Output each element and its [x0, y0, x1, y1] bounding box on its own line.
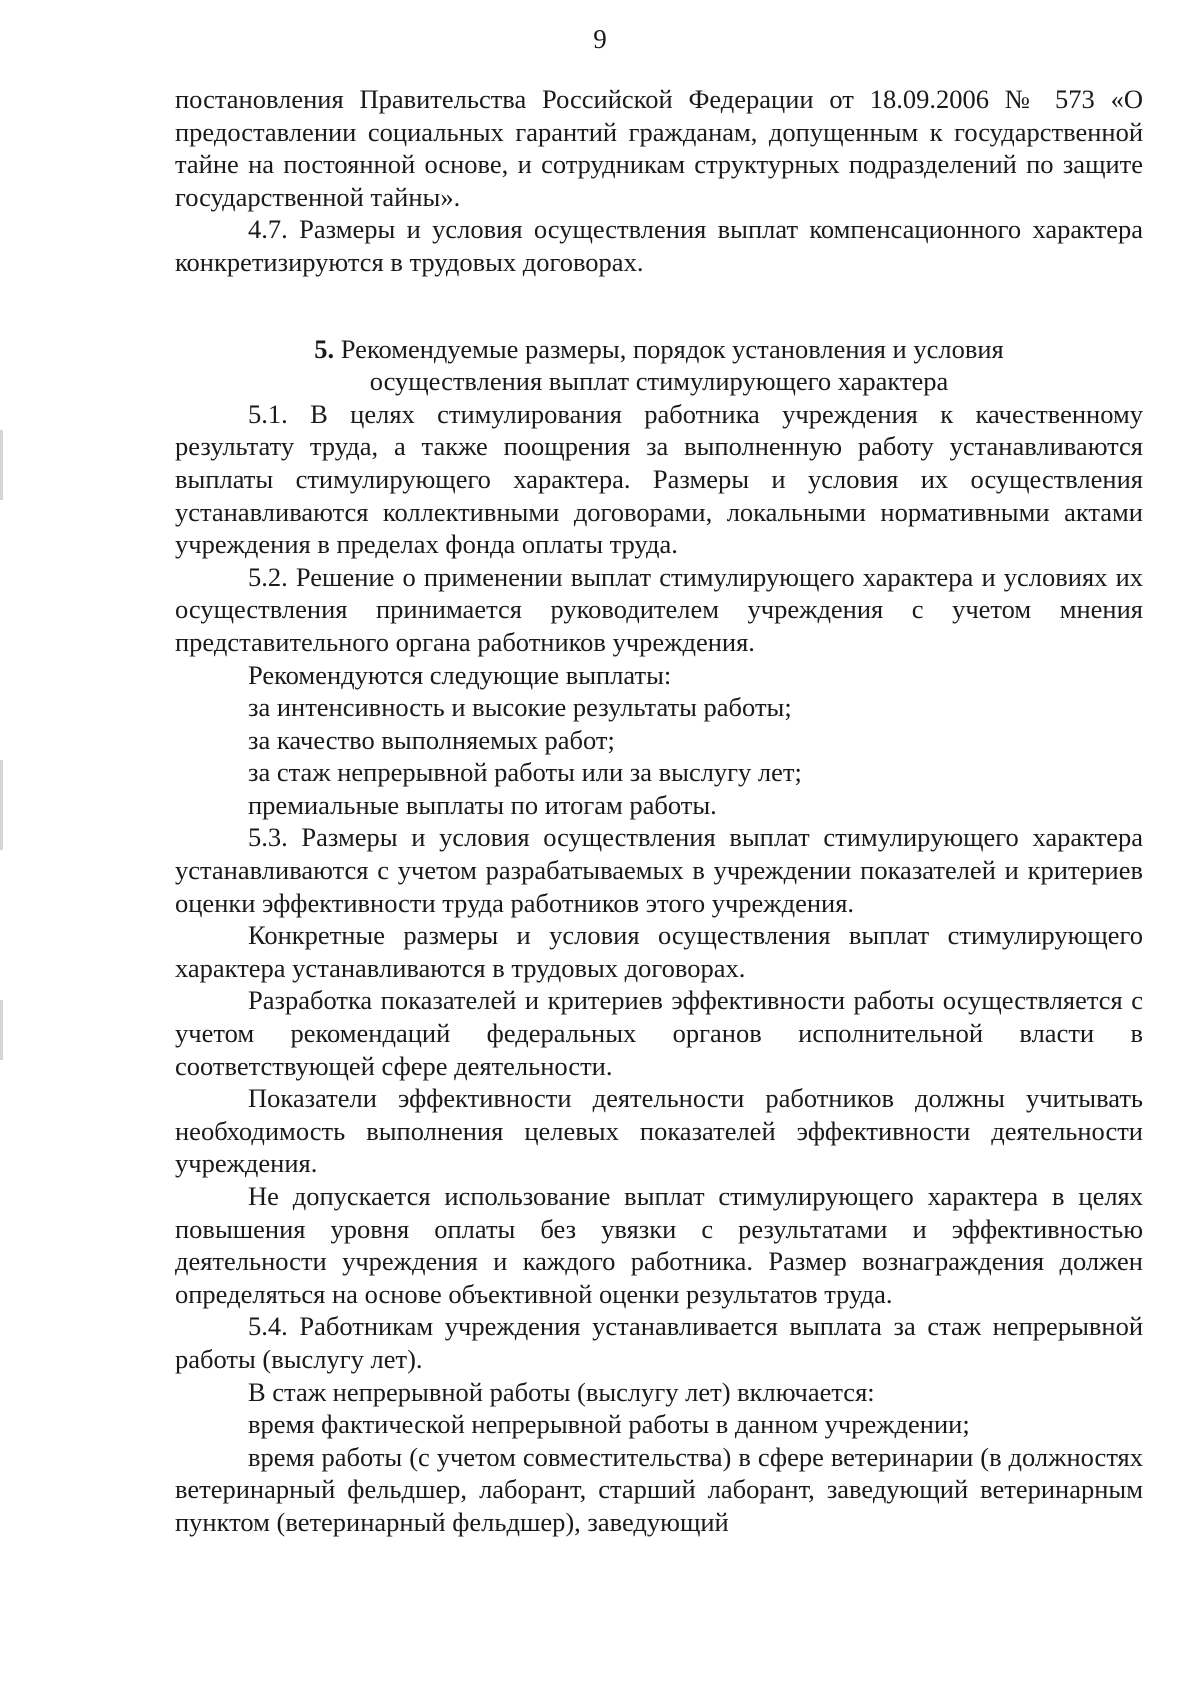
section-heading-line-1: Рекомендуемые размеры, порядок установления и условия	[340, 333, 1004, 364]
document-body	[175, 83, 1143, 1539]
page-number: 9	[593, 24, 607, 54]
paragraph: время фактической непрерывной работы в данном учреждении;	[248, 1409, 970, 1440]
section-heading	[175, 333, 1143, 398]
paragraph: Показатели эффективности деятельности работников должны учитывать необходимость выполнения целевых показателей эффективности деятельности учреждения.	[175, 1083, 1143, 1179]
paragraph: Конкретные размеры и условия осуществления выплат стимулирующего характера устанавливаются в трудовых договорах.	[175, 920, 1143, 983]
paragraph: Разработка показателей и критериев эффективности работы осуществляется с учетом рекомендаций федеральных органов исполнительной власти в соответствующей сфере деятельности.	[175, 985, 1143, 1081]
scan-edge-mark	[0, 760, 3, 850]
section-number: 5.	[314, 333, 335, 364]
section-spacer	[175, 279, 1143, 333]
section-heading-line-2: осуществления выплат стимулирующего характера	[369, 366, 949, 397]
paragraph: В стаж непрерывной работы (выслугу лет) включается:	[248, 1376, 875, 1407]
list-item: за интенсивность и высокие результаты работы;	[248, 692, 792, 723]
list-item: за стаж непрерывной работы или за выслугу лет;	[248, 757, 802, 788]
paragraph: Не допускается использование выплат стимулирующего характера в целях повышения уровня оплаты без увязки с результатами и эффективностью деятельности учреждения и каждого работника. Размер вознаграждения должен определяться на основе объективной оценки результатов труда.	[175, 1181, 1143, 1309]
list-item: премиальные выплаты по итогам работы.	[248, 789, 717, 820]
list-item: за качество выполняемых работ;	[248, 724, 615, 755]
paragraph-5-1: 5.1. В целях стимулирования работника учреждения к качественному результату труда, а также поощрения за выполненную работу устанавливаются выплаты стимулирующего характера. Размеры и условия их осуществления устанавливаются коллективными договорами, локальными нормативными актами учреждения в пределах фонда оплаты труда.	[175, 398, 1143, 560]
paragraph-4-7: 4.7. Размеры и условия осуществления выплат компенсационного характера конкретизируются в трудовых договорах.	[175, 214, 1143, 277]
paragraph-5-3: 5.3. Размеры и условия осуществления выплат стимулирующего характера устанавливаются с учетом разрабатываемых в учреждении показателей и критериев оценки эффективности труда работников этого учреждения.	[175, 822, 1143, 918]
scan-edge-mark	[0, 430, 3, 500]
scan-edge-mark	[0, 1000, 3, 1060]
paragraph-decree-reference: постановления Правительства Российской Федерации от 18.09.2006 № 573 «О предоставлении социальных гарантий гражданам, допущенным к государственной тайне на постоянной основе, и сотрудникам структурных подразделений по защите государственной тайны».	[175, 84, 1143, 212]
list-intro: Рекомендуются следующие выплаты:	[248, 659, 672, 690]
paragraph-5-4: 5.4. Работникам учреждения устанавливается выплата за стаж непрерывной работы (выслугу лет).	[175, 1311, 1143, 1374]
paragraph-5-2: 5.2. Решение о применении выплат стимулирующего характера и условиях их осуществления принимается руководителем учреждения с учетом мнения представительного органа работников учреждения.	[175, 561, 1143, 657]
paragraph: время работы (с учетом совместительства) в сфере ветеринарии (в должностях ветеринарный фельдшер, лаборант, старший лаборант, заведующий ветеринарным пунктом (ветеринарный фельдшер), заведующий	[175, 1441, 1143, 1537]
